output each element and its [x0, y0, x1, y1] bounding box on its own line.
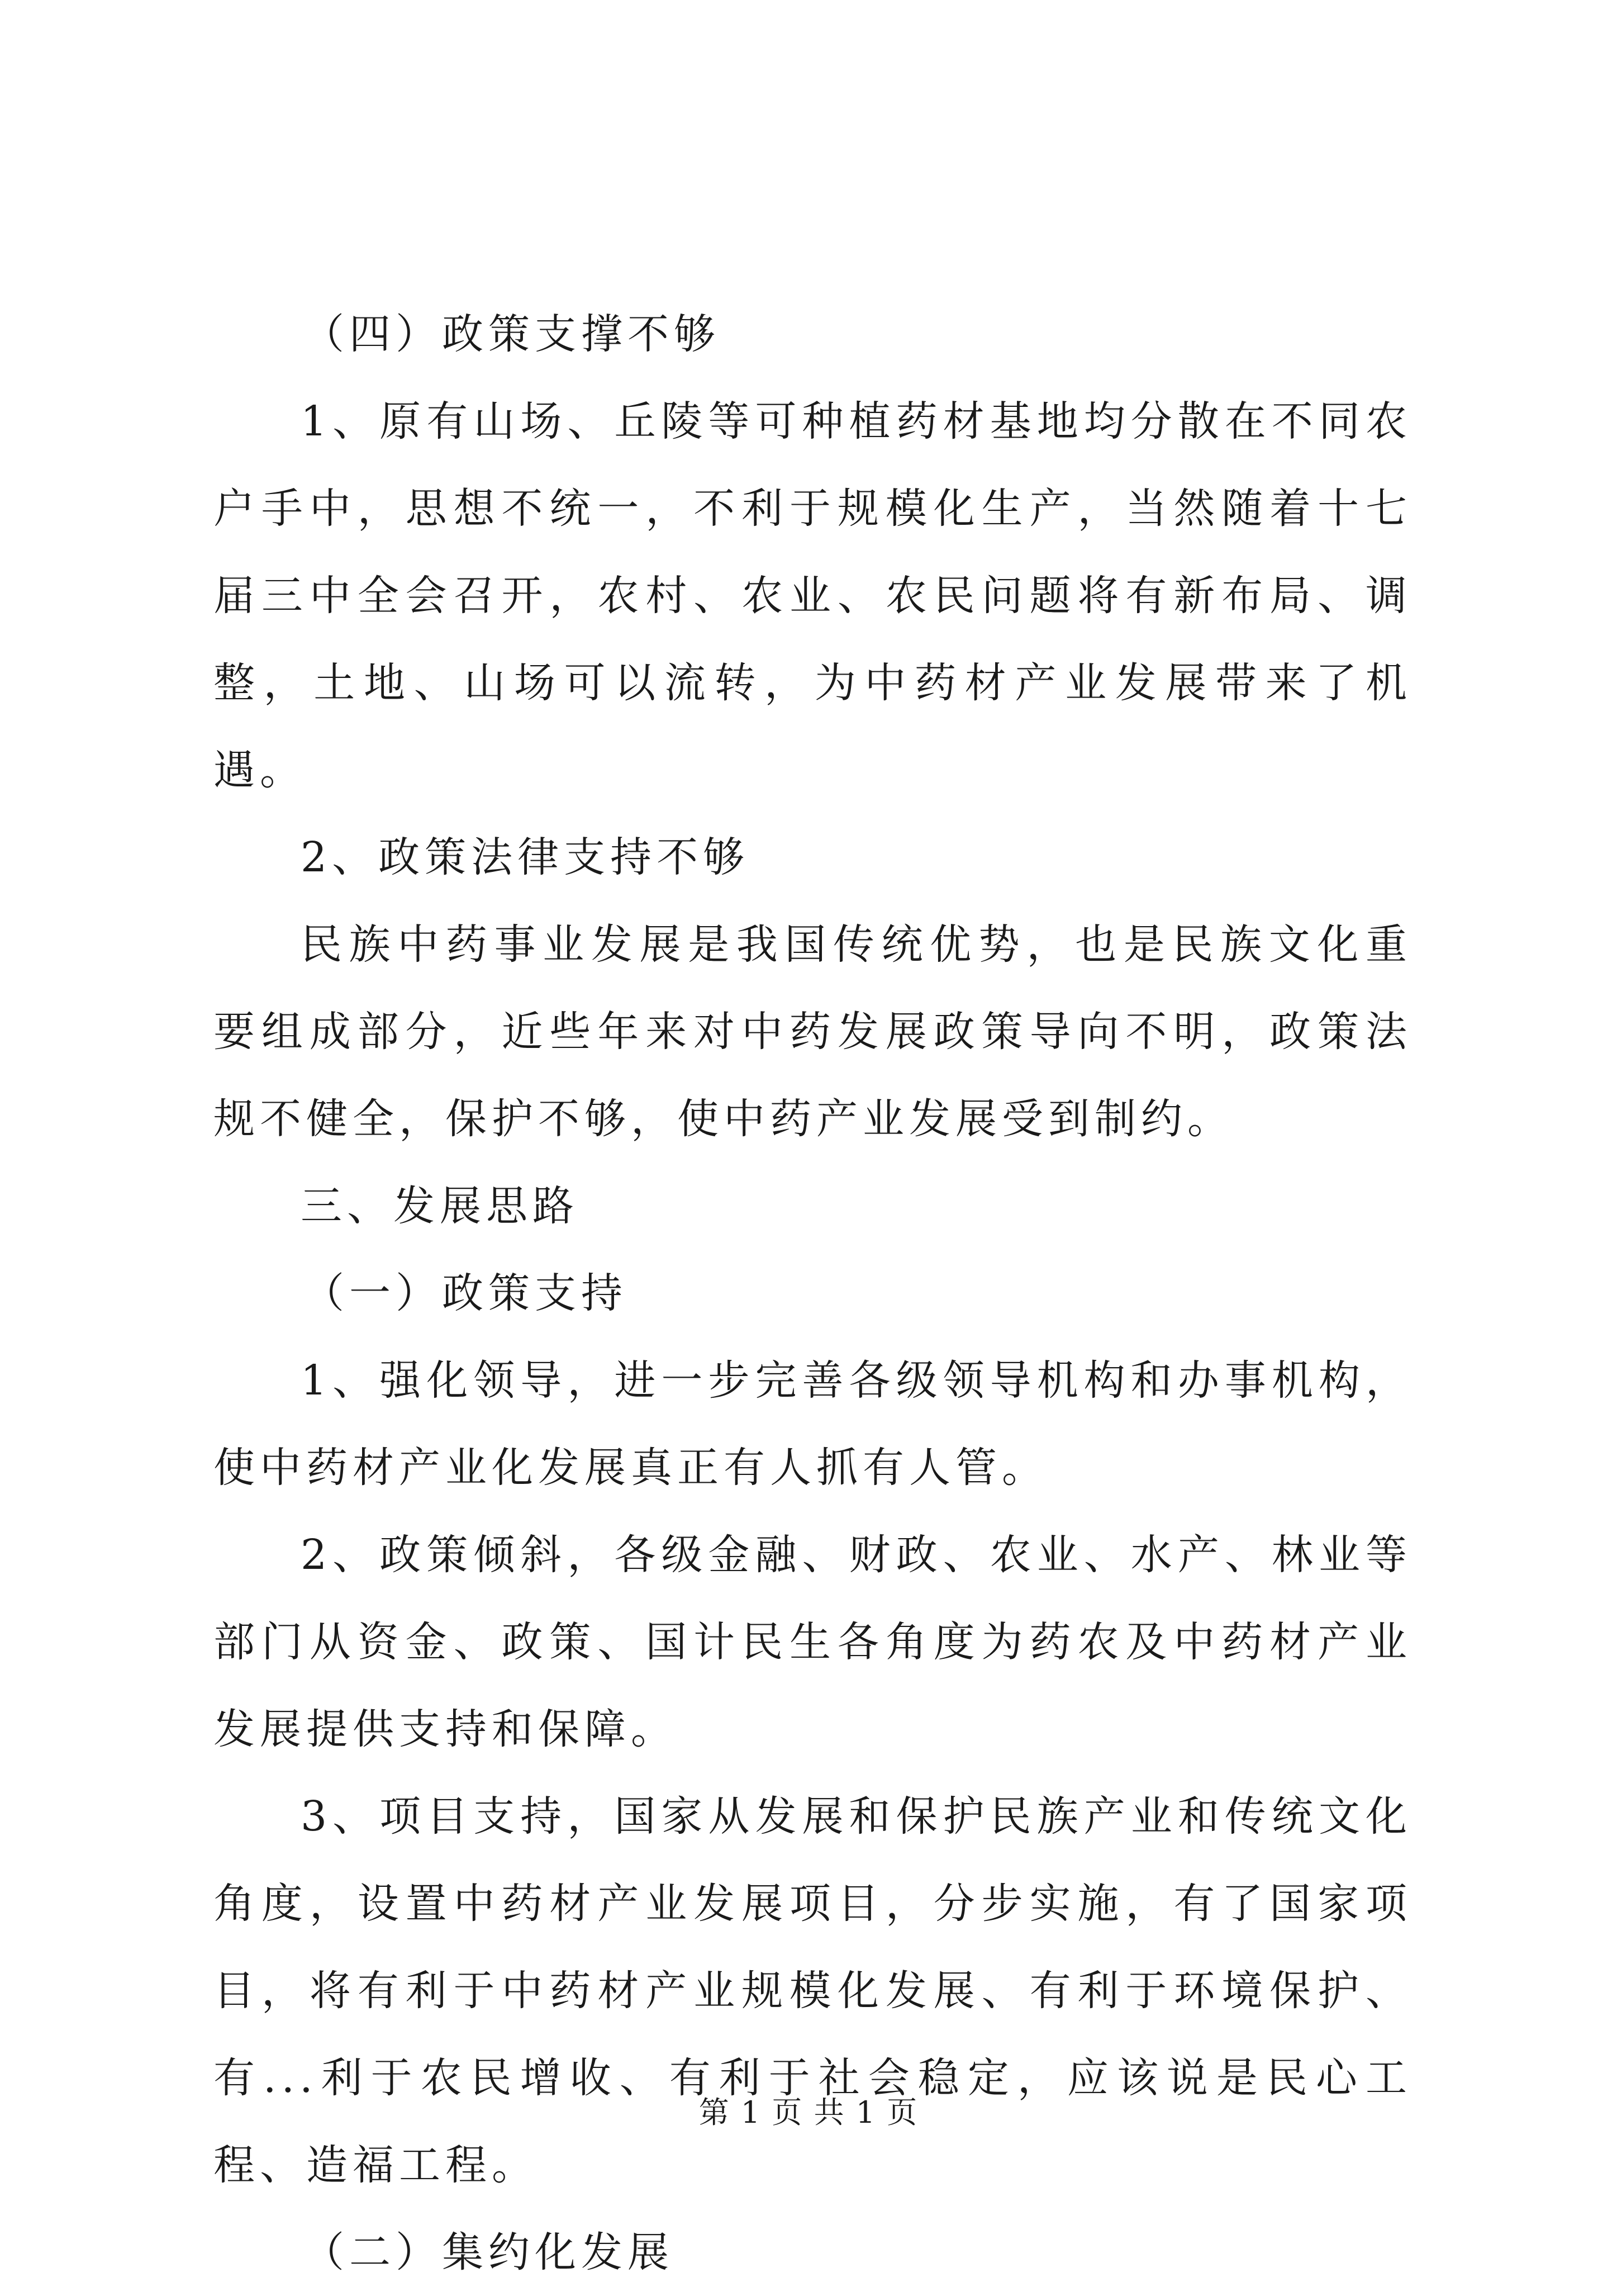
paragraph-project-support: 3、项目支持，国家从发展和保护民族产业和传统文化角度，设置中药材产业发展项目，分步实施，有了国家项目，将有利于中药材产业规模化发展、有利于环境保护、有...利于农民增收、有利于社会稳定，应该说是民心工程、造福工程。: [213, 1792, 1412, 2189]
paragraph-strengthen-leadership: 1、强化领导，进一步完善各级领导机构和办事机构，使中药材产业化发展真正有人抓有人管。: [213, 1356, 1412, 1492]
paragraph-tcm-tradition: 民族中药事业发展是我国传统优势，也是民族文化重要组成部分，近些年来对中药发展政策导向不明，政策法规不健全，保护不够，使中药产业发展受到制约。: [213, 921, 1412, 1143]
paragraph-land-scattered: 1、原有山场、丘陵等可种植药材基地均分散在不同农户手中，思想不统一，不利于规模化生产，当然随着十七届三中全会召开，农村、农业、农民问题将有新布局、调整，土地、山场可以流转，为中药材产业发展带来了机遇。: [213, 397, 1412, 794]
subheading-law-support: 2、政策法律支持不够: [301, 833, 750, 881]
section-heading-intensive-development: （二）集约化发展: [303, 2228, 674, 2276]
section-heading-policy-backing: （一）政策支持: [303, 1269, 627, 1317]
page-footer: 第 1 页 共 1 页: [698, 2095, 919, 2130]
paragraph-policy-tilt: 2、政策倾斜，各级金融、财政、农业、水产、林业等部门从资金、政策、国计民生各角度为药农及中药材产业发展提供支持和保障。: [213, 1531, 1412, 1753]
section-heading-development-ideas: 三、发展思路: [301, 1182, 579, 1230]
document-body: [213, 291, 1412, 2296]
section-heading-policy-support-insufficient: （四）政策支撑不够: [303, 310, 720, 358]
